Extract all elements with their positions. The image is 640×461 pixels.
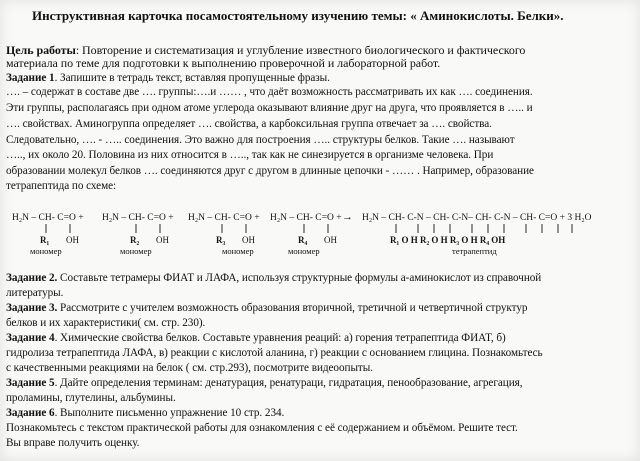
task5-label: Задание 5 xyxy=(6,377,55,389)
task3-line-1: Задание 3. Рассмотрите с учителем возможность образования вторичной, третичной и четвертичной структур xyxy=(6,302,528,314)
oh-label: OH xyxy=(66,235,79,245)
tetrapeptide-label: тетрапептид xyxy=(452,246,497,256)
oh-label: OH xyxy=(156,235,169,245)
monomer-label-3: мономер xyxy=(222,246,254,256)
task1-line-4: …. свойствах. Аминогруппа определяет …. свойства, а карбоксильная группа отвечает за …. свойства. xyxy=(6,118,492,130)
monomer-2-formula: H₂N – CH- C=O + xyxy=(102,213,174,223)
oh-label: OH xyxy=(324,235,337,245)
r3-label: R₃ xyxy=(216,235,226,245)
monomer-label-2: мономер xyxy=(120,246,152,256)
task1-line-1: Задание 1. Запишите в тетрадь текст, вставляя пропущенные фразы. xyxy=(6,72,330,84)
monomer-3-formula: H₂N – CH- C=O + xyxy=(188,213,260,223)
product-formula: H₂N – CH- C-N – CH- C-N– CH- C-N – CH- C=O + 3 H₂O xyxy=(362,213,592,223)
task6-label: Задание 6 xyxy=(6,407,55,419)
page-title: Инструктивная карточка посамостоятельному изучению темы: « Аминокислоты. Белки». xyxy=(32,8,564,23)
task4-line-3: с качественными реакциями на белок ( см. стр.293), посмотрите видеоопыты. xyxy=(6,362,373,374)
task2-line-1: Задание 2. Составьте тетрамеры ФИАТ и ЛАФА, используя структурные формулы а-аминокислот из справочной xyxy=(6,272,542,284)
task6-line-3: Вы вправе получить оценку. xyxy=(6,437,140,449)
monomer-label-1: мономер xyxy=(30,246,62,256)
task1-line-6: ….., их около 20. Половина из них относится в ….., так как не синезируется в организме человека. При xyxy=(6,149,494,161)
goal-label: Цель работы xyxy=(6,43,76,57)
task1-line-2: …. – содержат в составе две …. группы:….и …… , что даёт возможность рассматривать их как …. соединения. xyxy=(6,86,533,98)
task1-line-7: образовании молекул белков …. соединяются друг с другом в длинные цепочки - …… . Например, образование xyxy=(6,165,534,177)
task6-line-1: Задание 6. Выполните письменно упражнение 10 стр. 234. xyxy=(6,407,285,419)
reaction-arrow: → xyxy=(342,211,353,223)
task3-label: Задание 3. xyxy=(6,302,58,314)
task2-label: Задание 2. xyxy=(6,272,58,284)
task1-line-3: Эти группы, располагаясь при одном атоме углерода оказывают влияние друг на друга, что проявляется в ….. и xyxy=(6,102,533,114)
task5-line-1: Задание 5. Дайте определения терминам: денатурация, ренатураци, гидратация, пенообразование, агрегация, xyxy=(6,377,523,389)
goal-text-1: : Повторение и систематизация и углубление известного биологического и фактического xyxy=(75,43,526,57)
goal-line-1 xyxy=(6,44,525,56)
task5-line-2: проламины, глутелины, альбумины. xyxy=(6,392,176,404)
goal-line-2: материала по теме для подготовки к выполнению проверочной и лабораторной работ. xyxy=(6,56,441,70)
r1-label: R₁ xyxy=(40,235,50,245)
task4-line-2: гидролиза тетрапептида ЛАФА, в) реакции с кислотой аланина, г) реакции с основанием глицина. Познакомьтесь xyxy=(6,347,543,359)
task1-line-5: Следовательно, …. - ….. соединения. Это важно для построения ….. структуры белков. Такие …. называют xyxy=(6,134,515,146)
tetrapeptide-scheme xyxy=(0,206,640,266)
task4-line-1: Задание 4. Химические свойства белков. Составьте уравнения реаций: а) горения тетрапептида ФИАТ, б) xyxy=(6,332,506,344)
task6-line-2: Познакомьтесь с текстом практической работы для ознакомления с её содержанием и объёмом. Решите тест. xyxy=(6,422,518,434)
monomer-1-formula: H₂N – CH- C=O + xyxy=(12,213,84,223)
oh-label: OH xyxy=(242,235,255,245)
monomer-label-4: мономер xyxy=(288,246,320,256)
product-substituents: R₁ O H R₂ O H R₃ O H R₄ OH xyxy=(390,235,506,245)
r4-label: R₄ xyxy=(298,235,308,245)
task2-line-2: литературы. xyxy=(6,287,64,299)
monomer-4-formula: H₂N – CH- C=O + xyxy=(270,213,342,223)
r2-label: R₂ xyxy=(130,235,140,245)
task4-label: Задание 4 xyxy=(6,332,55,344)
task1-label: Задание 1 xyxy=(6,72,55,84)
task1-line-8: тетрапептида по схеме: xyxy=(6,180,117,192)
task3-line-2: белков и их характеристики( см. стр. 230). xyxy=(6,317,206,329)
